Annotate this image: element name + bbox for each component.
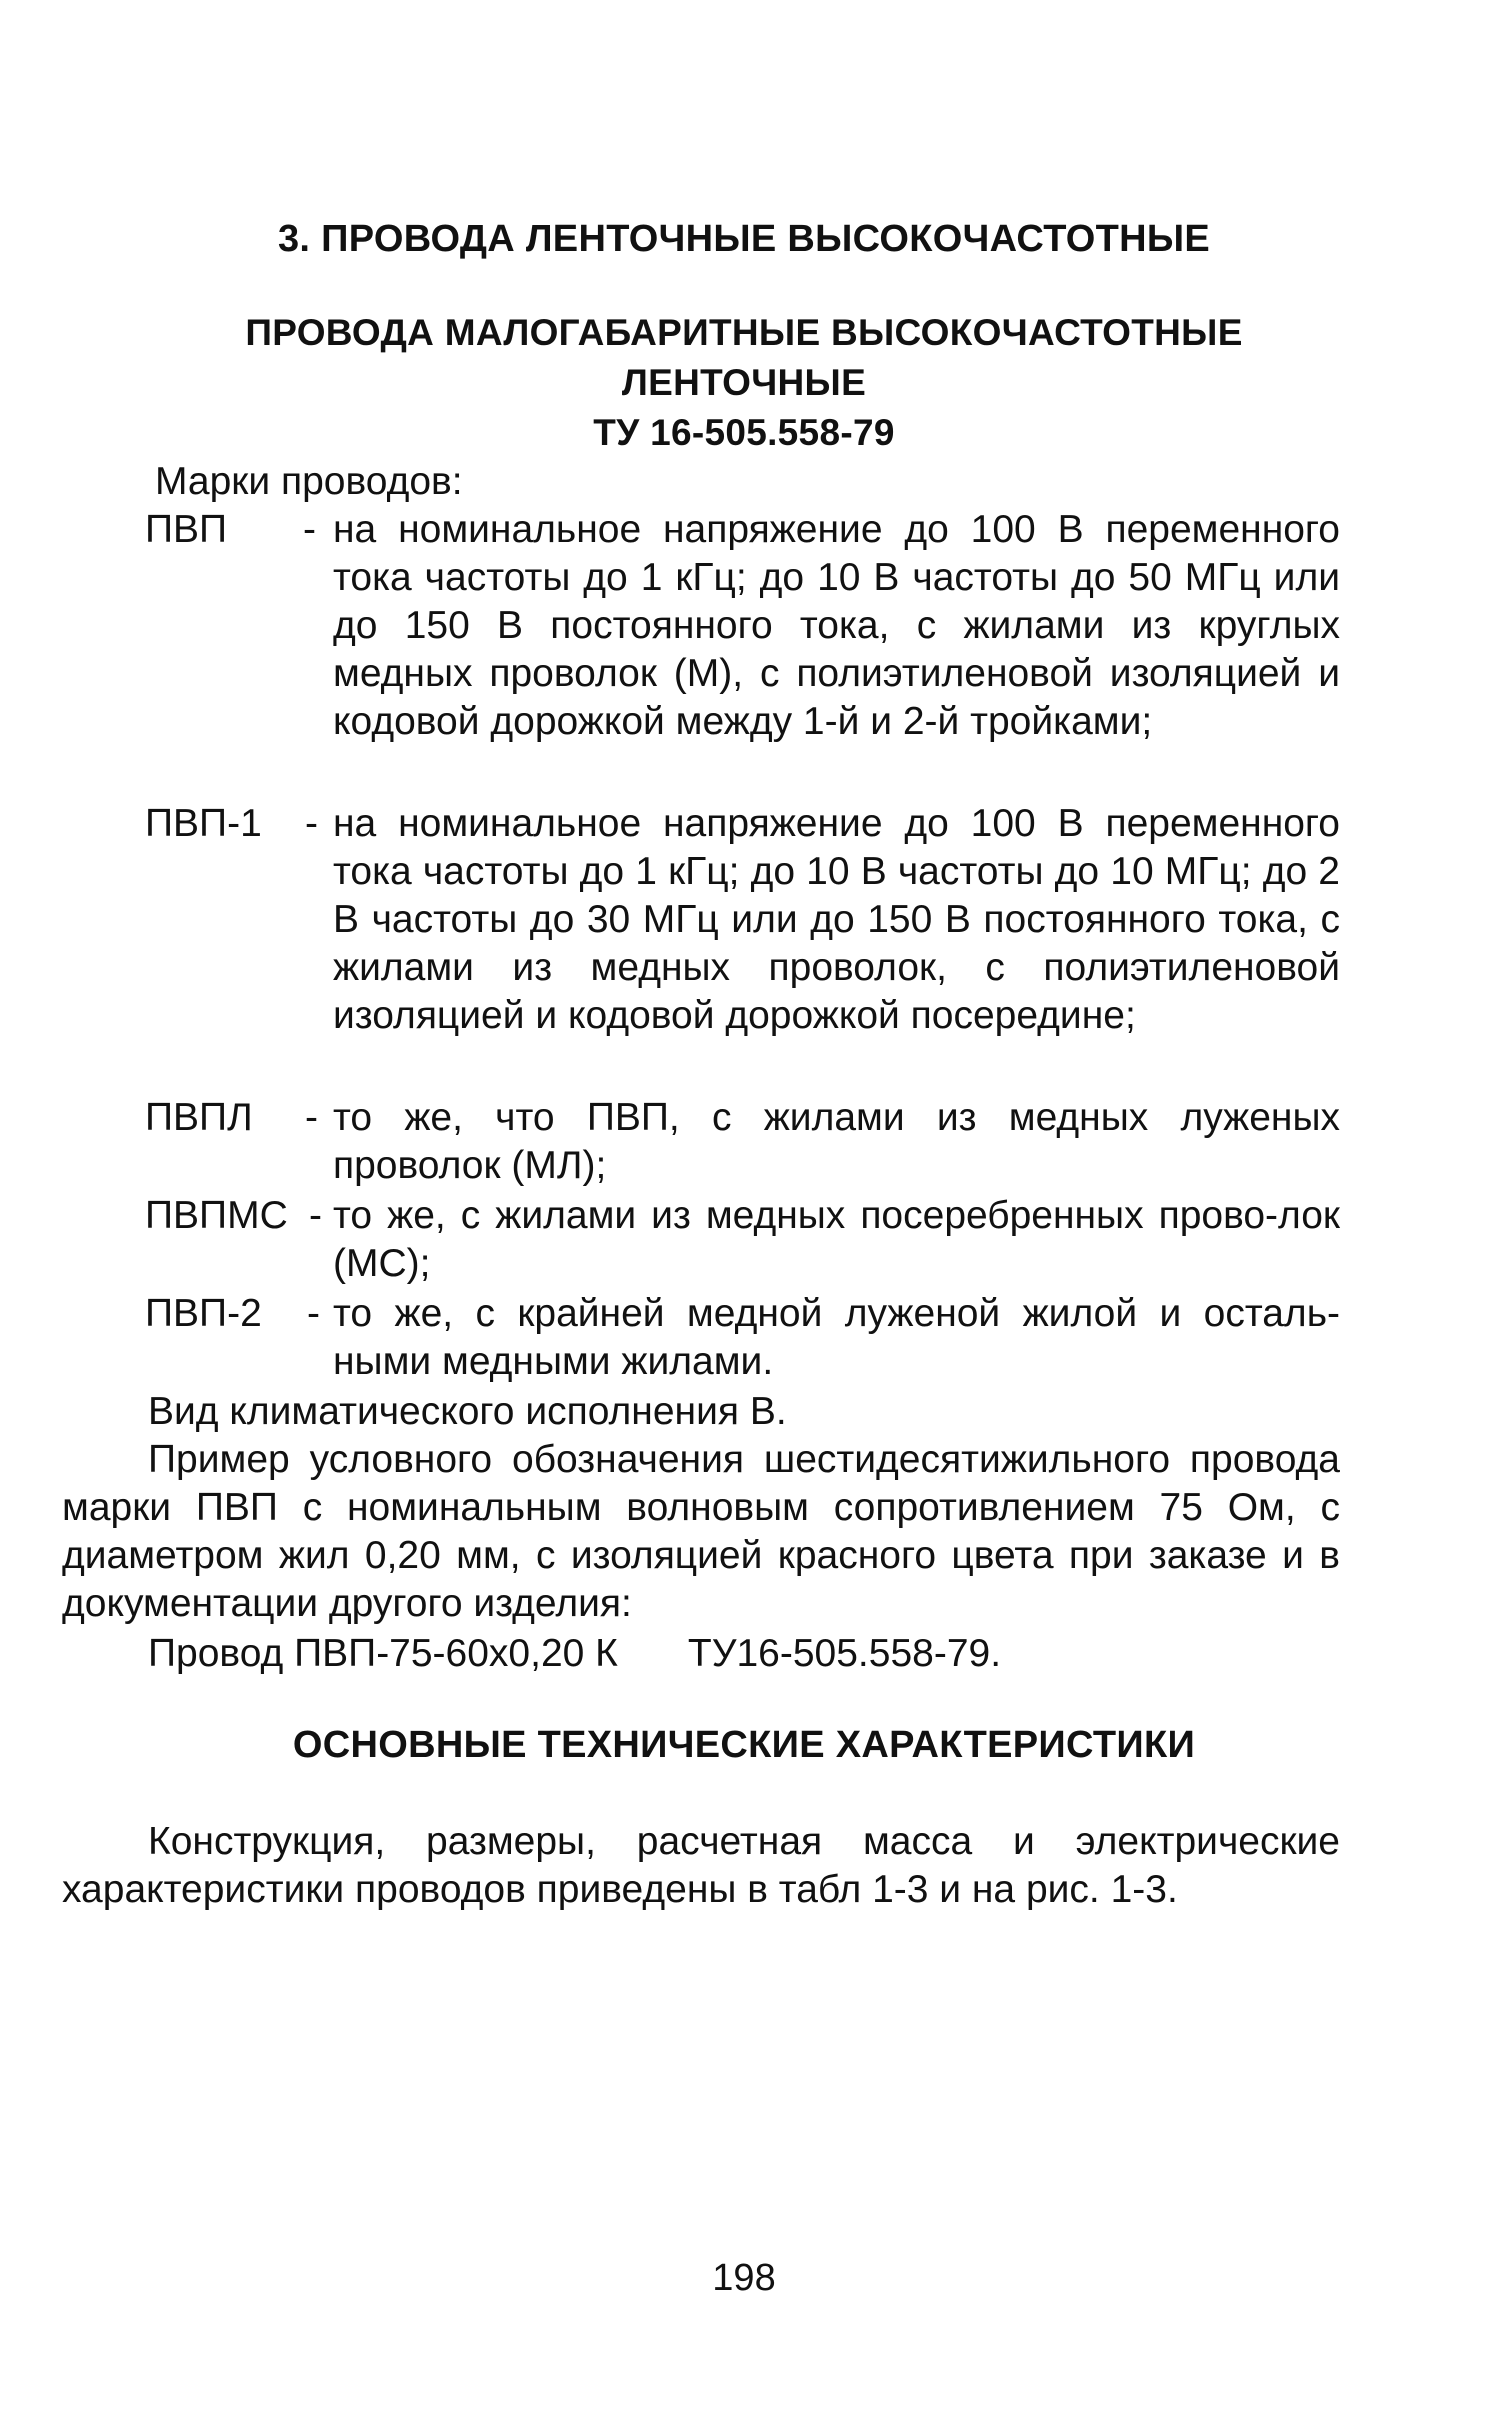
example-designation: Провод ПВП-75-60х0,20 К bbox=[148, 1632, 618, 1675]
mark-code: ПВПЛ bbox=[145, 1096, 253, 1139]
climate-version: Вид климатического исполнения В. bbox=[148, 1390, 787, 1433]
heading-line-1: ПРОВОДА МАЛОГАБАРИТНЫЕ ВЫСОКОЧАСТОТНЫЕ bbox=[245, 312, 1243, 353]
example-designation-line bbox=[148, 1630, 1001, 1678]
mark-dash: - bbox=[307, 1292, 320, 1335]
heading-line-2: ЛЕНТОЧНЫЕ bbox=[621, 362, 867, 403]
page-number: 198 bbox=[712, 2257, 776, 2299]
specs-heading: ОСНОВНЫЕ ТЕХНИЧЕСКИЕ ХАРАКТЕРИСТИКИ bbox=[292, 1724, 1196, 1766]
mark-description: на номинальное напряжение до 100 В переменного тока частоты до 1 кГц; до 10 В частоты до 50 МГц или до 150 В постоянного тока, с жилами из круглых медных проволок (М), с полиэтиленовой изоляцией и кодовой дорожкой между 1-й и 2-й тройками; bbox=[333, 508, 1340, 743]
example-paragraph: Пример условного обозначения шестидесятижильного провода марки ПВП с номинальным волновым сопротивлением 75 Ом, с диаметром жил 0,20 мм, с изоляцией красного цвета при заказе и в документации другого изделия: bbox=[62, 1438, 1340, 1625]
mark-description: на номинальное напряжение до 100 В переменного тока частоты до 1 кГц; до 10 В частоты до 10 МГц; до 2 В частоты до 30 МГц или до 150 В постоянного тока, с жилами из медных проволок, с полиэтиленовой изоляцией и кодовой дорожкой посередине; bbox=[333, 802, 1340, 1037]
section-title: 3. ПРОВОДА ЛЕНТОЧНЫЕ ВЫСОКОЧАСТОТНЫЕ bbox=[277, 218, 1211, 260]
mark-code: ПВПМС bbox=[145, 1194, 288, 1237]
mark-code: ПВП-1 bbox=[145, 802, 262, 845]
mark-code: ПВП-2 bbox=[145, 1292, 262, 1335]
mark-dash: - bbox=[305, 1096, 318, 1139]
heading-standard: ТУ 16-505.558-79 bbox=[593, 412, 895, 453]
example-standard: ТУ16-505.558-79. bbox=[687, 1632, 1002, 1675]
mark-description: то же, с жилами из медных посеребренных прово-лок (МС); bbox=[333, 1194, 1340, 1285]
mark-description: то же, что ПВП, с жилами из медных луженых проволок (МЛ); bbox=[333, 1096, 1340, 1187]
specs-paragraph: Конструкция, размеры, расчетная масса и электрические характеристики проводов приведены в табл 1-3 и на рис. 1-3. bbox=[62, 1820, 1340, 1911]
mark-dash: - bbox=[303, 508, 316, 551]
marks-label: Марки проводов: bbox=[155, 460, 463, 503]
mark-dash: - bbox=[309, 1194, 322, 1237]
mark-dash: - bbox=[305, 802, 318, 845]
mark-description: то же, с крайней медной луженой жилой и осталь-ными медными жилами. bbox=[333, 1292, 1340, 1383]
mark-code: ПВП bbox=[145, 508, 228, 551]
